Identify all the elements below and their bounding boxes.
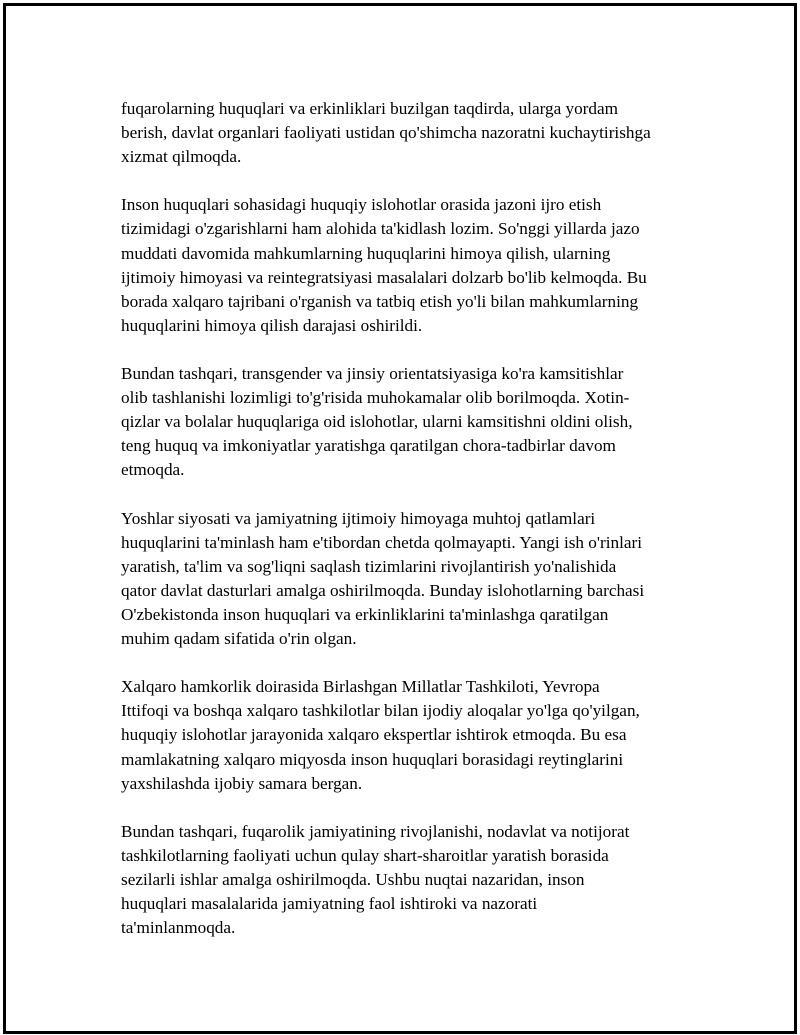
- page-border: [3, 3, 797, 1034]
- paragraph: Bundan tashqari, transgender va jinsiy orientatsiyasiga ko'ra kamsitishlar olib tashlanishi lozimligi to'g'risida muhokamalar olib borilmoqda. Xotin- qizlar va bolalar huquqlariga oid islohotlar, ularni kamsitishni oldini olish, teng huquq va imkoniyatlar yaratishga qaratilgan chora-tadbirlar davom etmoqda.: [121, 364, 633, 480]
- paragraph: Yoshlar siyosati va jamiyatning ijtimoiy himoyaga muhtoj qatlamlari huquqlarini ta'minlash ham e'tibordan chetda qolmayapti. Yangi ish o'rinlari yaratish, ta'lim va sog'liqni saqlash tizimlarini rivojlantirish yo'nalishida qator davlat dasturlari amalga oshirilmoqda. Bunday islohotlarning barchasi O'zbekistonda inson huquqlari va erkinliklarini ta'minlashga qaratilgan muhim qadam sifatida o'rin olgan.: [121, 508, 645, 649]
- paragraph: Xalqaro hamkorlik doirasida Birlashgan Millatlar Tashkiloti, Yevropa Ittifoqi va boshqa xalqaro tashkilotlar bilan ijodiy aloqalar yo'lga qo'yilgan, huquqiy islohotlar jarayonida xalqaro ekspertlar ishtirok etmoqda. Bu esa mamlakatning xalqaro miqyosda inson huquqlari borasidagi reytinglarini yaxshilashda ijobiy samara bergan.: [121, 677, 640, 793]
- paragraph: Bundan tashqari, fuqarolik jamiyatining rivojlanishi, nodavlat va notijorat tashkilotlarning faoliyati uchun qulay shart-sharoitlar yaratish borasida sezilarli ishlar amalga oshirilmoqda. Ushbu nuqtai nazaridan, inson huquqlari masalalarida jamiyatning faol ishtiroki va nazorati ta'minlanmoqda.: [121, 821, 630, 938]
- paragraph: fuqarolarning huquqlari va erkinliklari buzilgan taqdirda, ularga yordam berish, davlat organlari faoliyati ustidan qo'shimcha nazoratni kuchaytirishga xizmat qilmoqda.: [121, 99, 651, 167]
- paragraph: Inson huquqlari sohasidagi huquqiy islohotlar orasida jazoni ijro etish tizimidagi o'zgarishlarni ham alohida ta'kidlash lozim. So'nggi yillarda jazo muddati davomida mahkumlarning huquqlarini himoya qilish, ularning ijtimoiy himoyasi va reintegratsiyasi masalalari dolzarb bo'lib kelmoqda. Bu borada xalqaro tajribani o'rganish va tatbiq etish yo'li bilan mahkumlarning huquqlarini himoya qilish darajasi oshirildi.: [121, 195, 647, 335]
- document-body: [121, 97, 706, 964]
